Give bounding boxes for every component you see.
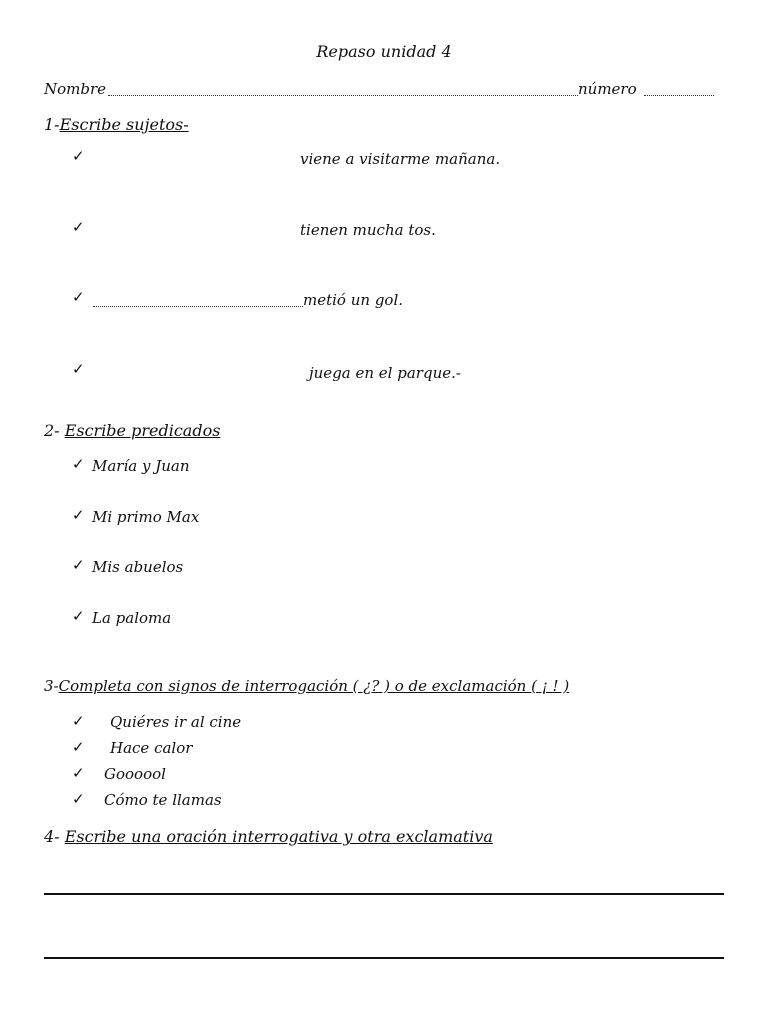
check-icon: ✓ [72, 506, 85, 524]
answer-line-2[interactable] [44, 957, 724, 959]
predicate-item-3: Mis abuelos [92, 558, 184, 576]
section-1-title: Escribe sujetos- [59, 115, 189, 134]
section-3-number: 3- [44, 677, 59, 695]
number-blank-line[interactable] [644, 95, 714, 96]
check-icon: ✓ [72, 764, 85, 782]
page-title: Repaso unidad 4 [316, 42, 452, 61]
section-4-heading [44, 827, 493, 846]
section-3-heading [44, 677, 569, 695]
check-icon: ✓ [72, 218, 85, 236]
check-icon: ✓ [72, 288, 85, 306]
punctuation-item-3: Goooool [104, 765, 166, 783]
predicate-item-4: La paloma [92, 609, 172, 627]
section-2-heading [44, 421, 220, 440]
name-blank-line[interactable] [108, 95, 578, 96]
name-label: Nombre [44, 80, 107, 98]
check-icon: ✓ [72, 556, 85, 574]
check-icon: ✓ [72, 147, 85, 165]
check-icon: ✓ [72, 712, 85, 730]
section-4-title: Escribe una oración interrogativa y otra exclamativa [64, 827, 493, 846]
answer-line-1[interactable] [44, 893, 724, 895]
section-4-number: 4- [44, 827, 60, 846]
subject-blank-line[interactable] [93, 306, 303, 307]
punctuation-item-4: Cómo te llamas [104, 791, 222, 809]
subject-item-2: tienen mucha tos. [300, 221, 436, 239]
predicate-item-2: Mi primo Max [92, 508, 200, 526]
subject-item-1: viene a visitarme mañana. [300, 150, 501, 168]
punctuation-item-2: Hace calor [110, 739, 193, 757]
subject-item-3: metió un gol. [303, 291, 404, 309]
number-label: número [578, 80, 637, 98]
punctuation-item-1: Quiéres ir al cine [110, 713, 242, 731]
subject-item-4: juega en el parque.- [309, 364, 461, 382]
check-icon: ✓ [72, 607, 85, 625]
section-2-title: Escribe predicados [64, 421, 221, 440]
section-1-heading [44, 115, 189, 134]
section-1-number: 1- [44, 115, 60, 134]
section-3-title: Completa con signos de interrogación ( ¿? ) o de exclamación ( ¡ ! ) [58, 677, 570, 695]
section-2-number: 2- [44, 421, 60, 440]
check-icon: ✓ [72, 790, 85, 808]
predicate-item-1: María y Juan [92, 457, 190, 475]
check-icon: ✓ [72, 738, 85, 756]
check-icon: ✓ [72, 360, 85, 378]
check-icon: ✓ [72, 455, 85, 473]
